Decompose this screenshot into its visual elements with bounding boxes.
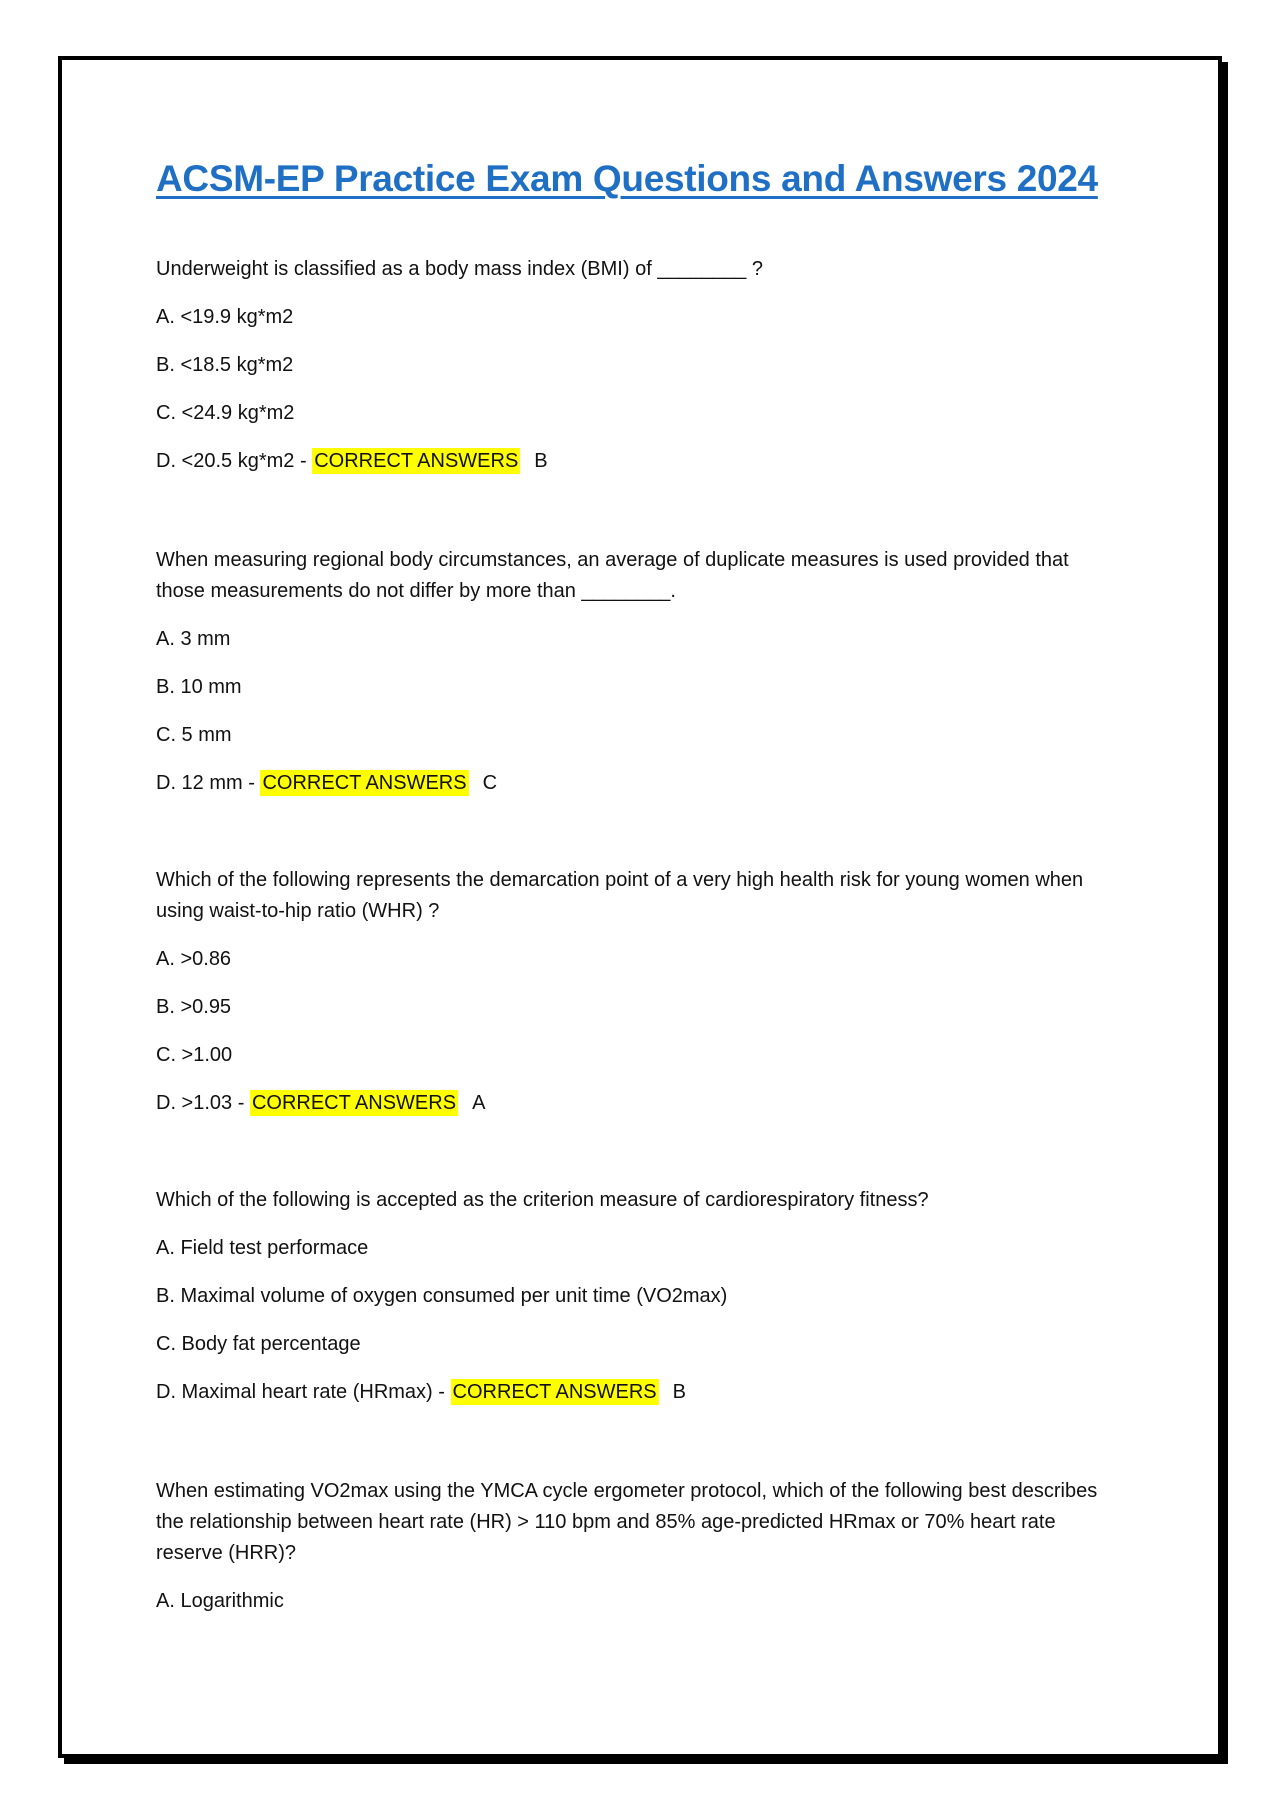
question-2 <box>156 545 1116 799</box>
question-text: Which of the following is accepted as the criterion measure of cardiorespiratory fitness? <box>156 1189 929 1211</box>
answer-letter: A <box>472 1092 486 1114</box>
option-b: B. 10 mm <box>156 676 242 698</box>
option-a: A. >0.86 <box>156 948 232 970</box>
option-d-with-answer <box>156 1088 1116 1119</box>
answer-letter: B <box>672 1381 686 1403</box>
option-d: D. 12 mm - <box>156 772 255 794</box>
option-c: C. <24.9 kg*m2 <box>156 402 295 424</box>
option-b: B. Maximal volume of oxygen consumed per unit time (VO2max) <box>156 1285 728 1307</box>
correct-answers-highlight: CORRECT ANSWERS <box>251 1092 457 1114</box>
option-a: A. 3 mm <box>156 628 231 650</box>
option-c: C. Body fat percentage <box>156 1333 361 1355</box>
option-d-with-answer <box>156 446 1116 477</box>
question-4 <box>156 1185 1116 1408</box>
correct-answers-highlight: CORRECT ANSWERS <box>314 450 519 472</box>
correct-answers-highlight: CORRECT ANSWERS <box>262 772 467 794</box>
answer-letter: B <box>534 450 548 472</box>
question-text: Underweight is classified as a body mass index (BMI) of ________ ? <box>156 258 763 280</box>
question-5 <box>156 1476 1116 1617</box>
document-title: ACSM-EP Practice Exam Questions and Answers 2024 <box>156 158 1098 199</box>
option-a: A. Field test performace <box>156 1237 369 1259</box>
option-c: C. >1.00 <box>156 1044 233 1066</box>
question-text: When estimating VO2max using the YMCA cycle ergometer protocol, which of the following best describes the relationship between heart rate (HR) > 110 bpm and 85% age-predicted HRmax or 70% heart rate reserve (HRR)? <box>156 1480 1098 1564</box>
question-1 <box>156 254 1116 477</box>
option-d-with-answer <box>156 768 1116 799</box>
option-d: D. Maximal heart rate (HRmax) - <box>156 1381 445 1403</box>
option-a: A. <19.9 kg*m2 <box>156 306 294 328</box>
option-d: D. <20.5 kg*m2 - <box>156 450 307 472</box>
option-a: A. Logarithmic <box>156 1590 284 1612</box>
question-text: When measuring regional body circumstances, an average of duplicate measures is used provided that those measurements do not differ by more than ________. <box>156 549 1069 602</box>
option-b: B. >0.95 <box>156 996 232 1018</box>
answer-letter: C <box>482 772 498 794</box>
option-d: D. >1.03 - <box>156 1092 245 1114</box>
correct-answers-highlight: CORRECT ANSWERS <box>452 1381 657 1403</box>
question-3 <box>156 865 1116 1119</box>
question-text: Which of the following represents the demarcation point of a very high health risk for young women when using waist-to-hip ratio (WHR) ? <box>156 869 1084 922</box>
option-d-with-answer <box>156 1377 1116 1408</box>
option-c: C. 5 mm <box>156 724 232 746</box>
option-b: B. <18.5 kg*m2 <box>156 354 294 376</box>
